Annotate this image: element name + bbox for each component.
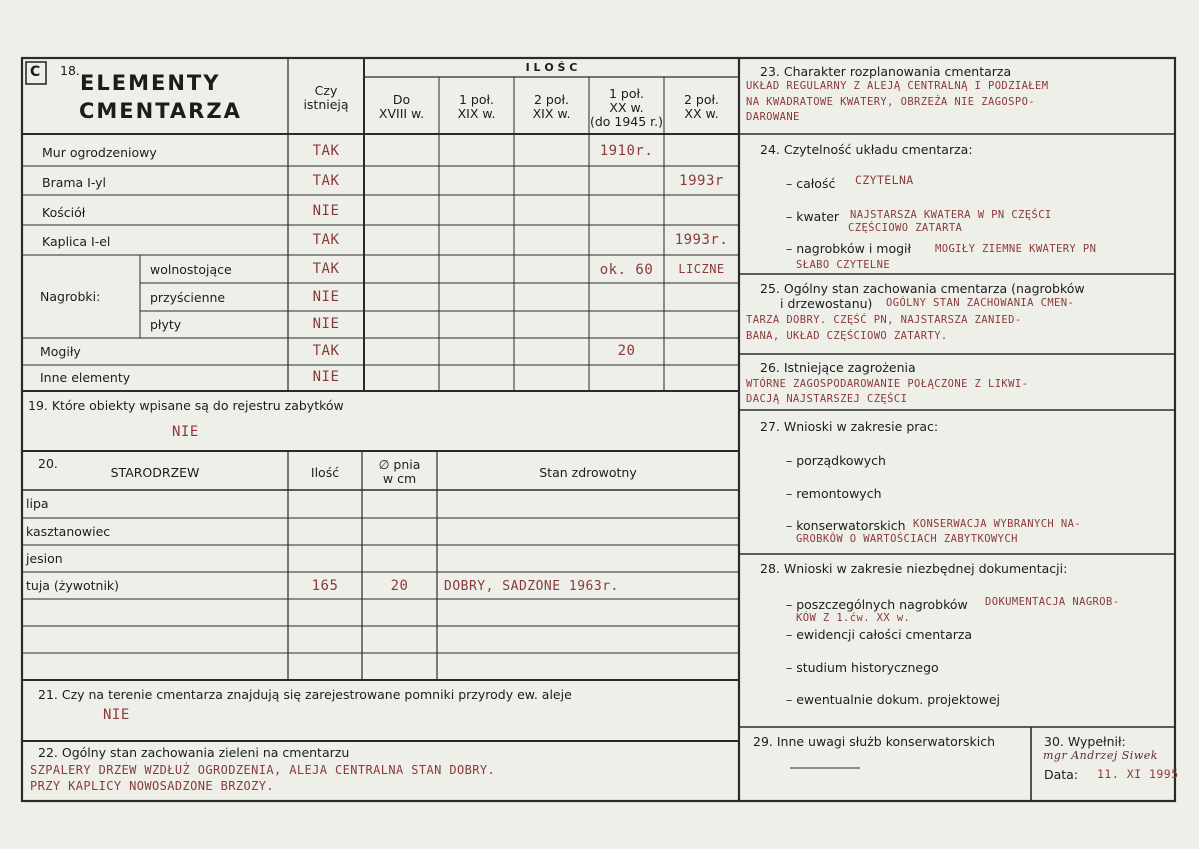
exists-kaplica: TAK	[312, 232, 340, 248]
q22-answer-line2: PRZY KAPLICY NOWOSADZONE BRZOZY.	[30, 779, 274, 793]
q28-poszczegolnych-label: – poszczególnych nagrobków	[786, 597, 968, 612]
q19-label: 19. Które obiekty wpisane są do rejestru zabytków	[28, 398, 344, 413]
col-header-ilosc: I L O Ś C	[525, 61, 578, 74]
q20-col-ilosc: Ilość	[310, 465, 340, 480]
wolnostojace-2-pol-xx: LICZNE	[678, 262, 725, 276]
q20-number: 20.	[38, 456, 58, 471]
tuja-pnia: 20	[390, 578, 409, 594]
row-label-nagrobki: Nagrobki:	[40, 289, 101, 304]
row-label-przyscienne: przyścienne	[150, 290, 226, 305]
q23-answer-line1: UKŁAD REGULARNY Z ALEJĄ CENTRALNĄ I PODZIAŁEM	[746, 80, 1049, 92]
tuja-ilosc: 165	[311, 578, 339, 594]
tree-row-tuja: tuja (żywotnik)	[26, 578, 120, 593]
exists-przyscienne: NIE	[312, 289, 340, 305]
q24-calosc-answer: CZYTELNA	[855, 173, 914, 187]
row-label-mur: Mur ogrodzeniowy	[42, 145, 157, 160]
q28-studium: – studium historycznego	[786, 660, 939, 675]
col-header-2-pol-xx: 2 poł. XX w.	[683, 92, 720, 121]
tuja-stan: DOBRY, SADZONE 1963r.	[444, 579, 619, 594]
section-18-title-line2: CMENTARZA	[79, 99, 242, 123]
q28-ewentualnie: – ewentualnie dokum. projektowej	[786, 692, 1001, 707]
col-header-1-pol-xx: 1 poł. XX w. (do 1945 r.)	[589, 86, 664, 129]
q20-col-stan: Stan zdrowotny	[539, 465, 637, 480]
q25-answer-line3: BANA, UKŁAD CZĘŚCIOWO ZATARTY.	[746, 330, 948, 342]
mur-1-pol-xx: 1910r.	[599, 143, 654, 159]
q28-poszczegolnych-answer-line1: DOKUMENTACJA NAGROB-	[985, 596, 1120, 608]
row-label-brama: Brama I-yl	[42, 175, 107, 190]
col-header-2-pol-xix: 2 poł. XIX w.	[532, 92, 571, 121]
q23-answer-line2: NA KWADRATOWE KWATERY, OBRZEŻA NIE ZAGOSPO-	[746, 96, 1036, 108]
q24-nagrobkow-label: – nagrobków i mogił	[786, 241, 912, 256]
kaplica-2-pol-xx: 1993r.	[674, 232, 729, 248]
q24-kwater-answer-line2: CZĘŚCIOWO ZATARTA	[848, 222, 963, 234]
q24-nagrobkow-answer-line2: SŁABO CZYTELNE	[796, 259, 891, 271]
q25-label-line2: i drzewostanu)	[780, 296, 873, 311]
q19-answer: NIE	[172, 424, 199, 440]
q24-kwater-answer-line1: NAJSTARSZA KWATERA W PN CZĘŚCI	[850, 209, 1052, 221]
q22-answer-line1: SZPALERY DRZEW WZDŁUŻ OGRODZENIA, ALEJA CENTRALNA STAN DOBRY.	[30, 763, 496, 777]
col-header-1-pol-xix: 1 poł. XIX w.	[457, 92, 496, 121]
col-header-xviii: Do XVIII w.	[378, 92, 425, 121]
q23-label: 23. Charakter rozplanowania cmentarza	[760, 64, 1012, 79]
section-box-label: C	[30, 64, 41, 80]
q24-calosc-label: – całość	[786, 176, 836, 191]
q27-label: 27. Wnioski w zakresie prac:	[760, 419, 939, 434]
q20-title: STARODRZEW	[110, 465, 200, 480]
q24-kwater-label: – kwater	[786, 209, 840, 224]
row-label-plyty: płyty	[150, 317, 182, 332]
q27-porzadkowych: – porządkowych	[786, 453, 886, 468]
exists-mogily: TAK	[312, 343, 340, 359]
exists-wolnostojace: TAK	[312, 261, 340, 277]
mogily-1-pol-xx: 20	[617, 343, 636, 359]
section-18-number: 18.	[60, 63, 80, 78]
q28-label: 28. Wnioski w zakresie niezbędnej dokumentacji:	[760, 561, 1068, 576]
brama-2-pol-xx: 1993r	[679, 173, 724, 189]
q26-answer-line1: WTÓRNE ZAGOSPODAROWANIE POŁĄCZONE Z LIKWI-	[746, 378, 1029, 390]
row-label-kaplica: Kaplica I-el	[42, 234, 111, 249]
q25-answer-line1: OGÓLNY STAN ZACHOWANIA CMEN-	[886, 297, 1075, 309]
exists-plyty: NIE	[312, 316, 340, 332]
q29-label: 29. Inne uwagi służb konserwatorskich	[753, 734, 995, 749]
q24-label: 24. Czytelność układu cmentarza:	[760, 142, 973, 157]
q25-answer-line2: TARZA DOBRY. CZĘŚĆ PN, NAJSTARSZA ZANIED-	[746, 314, 1022, 326]
section-18-title-line1: ELEMENTY	[80, 71, 221, 95]
row-label-mogily: Mogiły	[40, 344, 81, 359]
q21-answer: NIE	[103, 707, 130, 723]
row-label-inne: Inne elementy	[40, 370, 131, 385]
q30-date-label: Data:	[1044, 767, 1079, 782]
wolnostojace-1-pol-xx: ok. 60	[599, 262, 654, 278]
q30-signature: mgr Andrzej Siwek	[1043, 749, 1158, 762]
q26-answer-line2: DACJĄ NAJSTARSZEJ CZĘŚCI	[746, 393, 908, 405]
q27-konserwatorskich-answer-line1: KONSERWACJA WYBRANYCH NA-	[913, 518, 1082, 530]
q28-ewidencji: – ewidencji całości cmentarza	[786, 627, 973, 642]
col-header-czy-istnieje: Czy istnieją	[303, 83, 349, 112]
exists-inne: NIE	[312, 369, 340, 385]
q23-answer-line3: DAROWANE	[746, 111, 800, 123]
q28-poszczegolnych-answer-line2: KÓW Z 1.ćw. XX w.	[796, 612, 911, 624]
q22-label: 22. Ogólny stan zachowania zieleni na cmentarzu	[38, 745, 350, 760]
q30-label: 30. Wypełnił:	[1044, 734, 1126, 749]
exists-kosciol: NIE	[312, 203, 340, 219]
exists-mur: TAK	[312, 143, 340, 159]
exists-brama: TAK	[312, 173, 340, 189]
q27-konserwatorskich-answer-line2: GROBKÓW O WARTOŚCIACH ZABYTKOWYCH	[796, 533, 1018, 545]
tree-row-kasztanowiec: kasztanowiec	[26, 524, 111, 539]
row-label-wolnostojace: wolnostojące	[150, 262, 232, 277]
q25-label-line1: 25. Ogólny stan zachowania cmentarza (nagrobków	[760, 281, 1085, 296]
q24-nagrobkow-answer-line1: MOGIŁY ZIEMNE KWATERY PN	[935, 243, 1097, 255]
q20-col-pnia: ∅ pnia w cm	[378, 457, 421, 486]
q30-date: 11. XI 1995	[1097, 767, 1179, 781]
q27-konserwatorskich-label: – konserwatorskich	[786, 518, 906, 533]
q27-remontowych: – remontowych	[786, 486, 882, 501]
q21-label: 21. Czy na terenie cmentarza znajdują się zarejestrowane pomniki przyrody ew. aleje	[38, 687, 572, 702]
row-label-kosciol: Kościół	[42, 205, 86, 220]
tree-row-lipa: lipa	[26, 496, 49, 511]
q26-label: 26. Istniejące zagrożenia	[760, 360, 916, 375]
tree-row-jesion: jesion	[26, 551, 63, 566]
